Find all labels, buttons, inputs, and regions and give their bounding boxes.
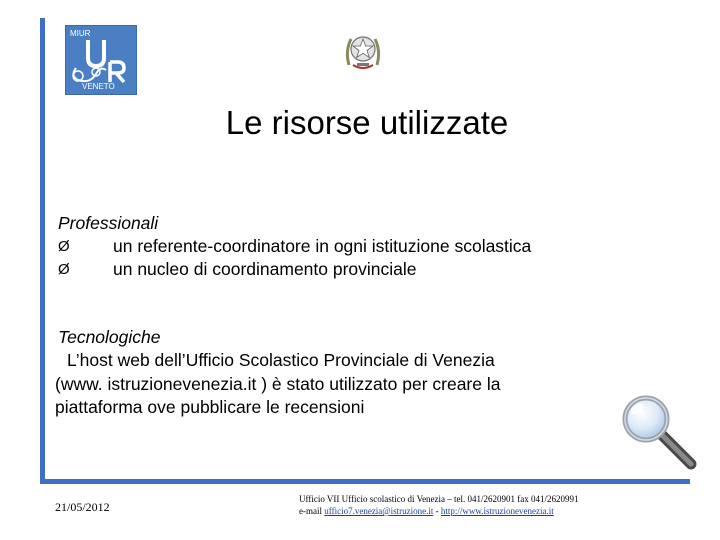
list-item — [58, 235, 532, 258]
paragraph-line: (www. istruzionevenezia.it ) è stato utilizzato per creare la — [55, 373, 501, 394]
professionali-heading: Professionali — [58, 213, 159, 233]
email-link[interactable]: ufficio7.venezia@istruzione.it — [324, 506, 434, 516]
arrow-bullet-icon: Ø — [58, 261, 70, 278]
list-item-text: un nucleo di coordinamento provinciale — [113, 259, 417, 279]
slide-date: 21/05/2012 — [55, 500, 110, 514]
professionali-section — [58, 212, 532, 281]
slide-title: Le risorse utilizzate — [225, 104, 509, 141]
tecnologiche-paragraph — [55, 349, 615, 420]
list-item — [58, 258, 417, 281]
logo-bottom-text: VENETO — [82, 82, 115, 91]
logo-top-text: MIUR — [70, 29, 91, 38]
link-separator: - — [433, 506, 441, 516]
email-label: e-mail — [299, 506, 325, 516]
tecnologiche-heading: Tecnologiche — [58, 327, 161, 347]
magnifier-icon — [615, 392, 705, 472]
bottom-accent-bar — [40, 479, 690, 484]
footer-contact — [299, 493, 579, 517]
footer-links-line — [299, 505, 579, 517]
miur-veneto-logo — [65, 25, 137, 95]
list-item-text: un referente-coordinatore in ogni istituzione scolastica — [113, 236, 532, 256]
left-accent-bar — [40, 18, 45, 484]
paragraph-line: L’host web dell’Ufficio Scolastico Provinciale di Venezia — [67, 350, 495, 370]
footer-office-line: Ufficio VII Ufficio scolastico di Venezia – tel. 041/2620901 fax 041/2620991 — [299, 494, 579, 504]
website-link[interactable]: http://www.istruzionevenezia.it — [440, 506, 554, 516]
paragraph-line: piattaforma ove pubblicare le recensioni — [55, 397, 365, 417]
italian-republic-emblem — [343, 27, 383, 73]
arrow-bullet-icon: Ø — [58, 238, 70, 255]
